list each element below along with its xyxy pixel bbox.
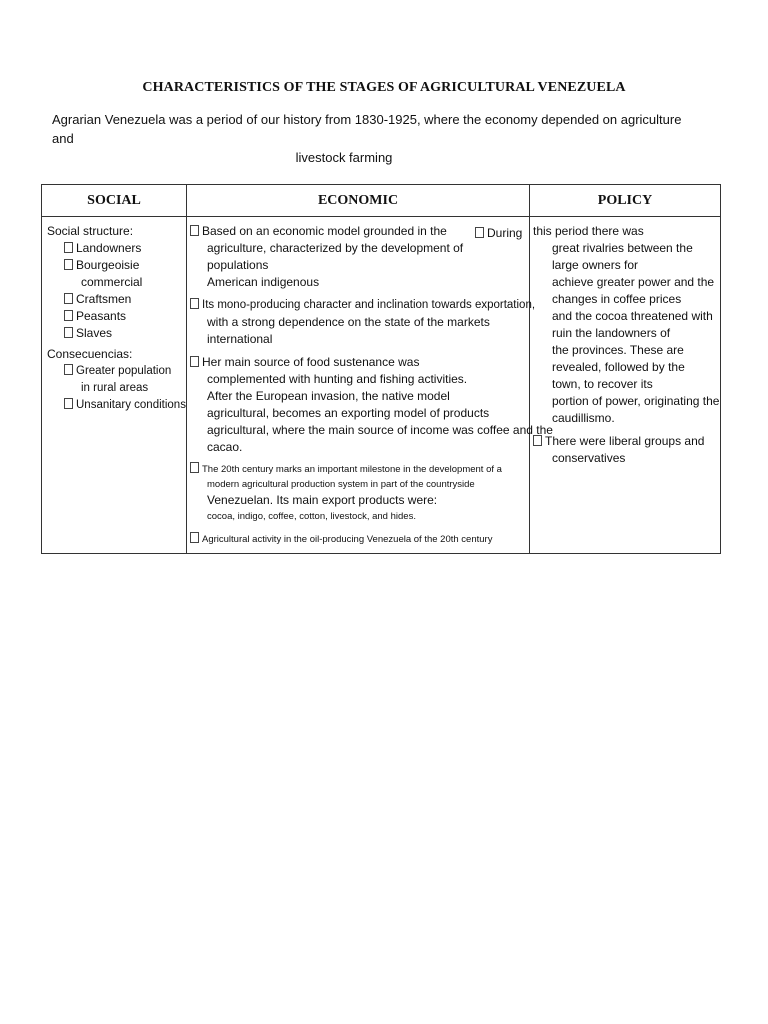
- economic-line: agriculture, characterized by the development of populations: [207, 241, 464, 272]
- checkbox-icon: [190, 532, 199, 543]
- intro-paragraph: [52, 110, 682, 167]
- consequence-item: Greater population: [76, 365, 172, 377]
- economic-item: [190, 223, 523, 291]
- page-title: CHARACTERISTICS OF THE STAGES OF AGRICULTURAL VENEZUELA: [142, 80, 626, 95]
- social-item: Bourgeoisie: [76, 258, 140, 272]
- intro-line-2: livestock farming: [295, 150, 393, 165]
- policy-lead-text: During: [487, 226, 523, 240]
- checkbox-icon: [190, 462, 199, 473]
- checkbox-icon: [64, 398, 73, 409]
- economic-item: [190, 354, 553, 456]
- economic-line: agricultural, becomes an exporting model of products: [207, 406, 490, 420]
- checkbox-icon: [190, 225, 199, 236]
- checkbox-icon: [190, 298, 199, 309]
- checkbox-icon: [64, 310, 73, 321]
- economic-line: cacao.: [207, 440, 243, 454]
- economic-line: cocoa, indigo, coffee, cotton, livestock, and hides.: [207, 511, 416, 522]
- policy-cell: [530, 217, 721, 554]
- checkbox-icon: [64, 327, 73, 338]
- economic-line: The 20th century marks an important milestone in the development of a: [202, 464, 502, 475]
- consequences-label: Consecuencias:: [47, 347, 133, 361]
- economic-item: [190, 462, 523, 524]
- consequence-item: in rural areas: [81, 382, 149, 394]
- economic-line: Venezuelan. Its main export products were:: [207, 493, 438, 507]
- economic-line: Her main source of food sustenance was: [202, 355, 420, 369]
- economic-line: complemented with hunting and fishing activities.: [207, 372, 468, 386]
- header-economic: ECONOMIC: [187, 185, 530, 217]
- policy-item: [533, 223, 720, 427]
- intro-line-1: Agrarian Venezuela was a period of our history from 1830-1925, where the economy depended on agriculture and: [52, 112, 682, 146]
- economic-line: Based on an economic model grounded in the: [202, 224, 447, 238]
- policy-line: large owners for: [552, 258, 639, 272]
- policy-line: portion of power, originating the: [552, 394, 720, 408]
- policy-line: changes in coffee prices: [552, 292, 682, 306]
- table-body-row: [42, 217, 721, 554]
- checkbox-icon: [64, 293, 73, 304]
- policy-line: achieve greater power and the: [552, 275, 715, 289]
- economic-item: [190, 532, 523, 547]
- header-social: SOCIAL: [42, 185, 187, 217]
- economic-line: agricultural, where the main source of income was coffee and the: [207, 423, 553, 437]
- checkbox-icon: [64, 259, 73, 270]
- economic-line: Its mono-producing character and inclination towards exportation,: [202, 299, 536, 311]
- economic-line: After the European invasion, the native model: [207, 389, 450, 403]
- economic-item: [190, 297, 536, 348]
- policy-line: ruin the landowners of: [552, 326, 671, 340]
- economic-cell: [187, 217, 553, 554]
- policy-line: and the cocoa threatened with: [552, 309, 713, 323]
- consequence-item: Unsanitary conditions: [76, 399, 186, 411]
- economic-line: Agricultural activity in the oil-producing Venezuela of the 20th century: [202, 534, 493, 545]
- social-item: Craftsmen: [76, 292, 132, 306]
- policy-item: [533, 433, 720, 467]
- social-structure-label: Social structure:: [47, 224, 134, 238]
- policy-line: revealed, followed by the: [552, 360, 685, 374]
- social-item: Peasants: [76, 309, 127, 323]
- policy-lead: [475, 225, 522, 242]
- checkbox-icon: [475, 227, 484, 238]
- policy-line: great rivalries between the: [552, 241, 693, 255]
- economic-line: with a strong dependence on the state of the markets: [207, 315, 490, 329]
- policy-line: There were liberal groups and: [545, 434, 705, 448]
- policy-line: the provinces. These are: [552, 343, 684, 357]
- economic-line: international: [207, 332, 273, 346]
- checkbox-icon: [64, 242, 73, 253]
- policy-line: conservatives: [552, 451, 626, 465]
- social-item: commercial: [81, 275, 143, 289]
- checkbox-icon: [64, 364, 73, 375]
- economic-line: American indigenous: [207, 275, 320, 289]
- social-item: Slaves: [76, 326, 113, 340]
- economic-line: modern agricultural production system in part of the countryside: [207, 479, 475, 490]
- policy-line: caudillismo.: [552, 411, 615, 425]
- checkbox-icon: [190, 356, 199, 367]
- table-header-row: [42, 185, 721, 217]
- social-cell: [42, 217, 187, 554]
- policy-line: this period there was: [533, 224, 644, 238]
- social-item: Landowners: [76, 241, 142, 255]
- characteristics-table: [41, 184, 721, 554]
- policy-line: town, to recover its: [552, 377, 653, 391]
- header-policy: POLICY: [530, 185, 721, 217]
